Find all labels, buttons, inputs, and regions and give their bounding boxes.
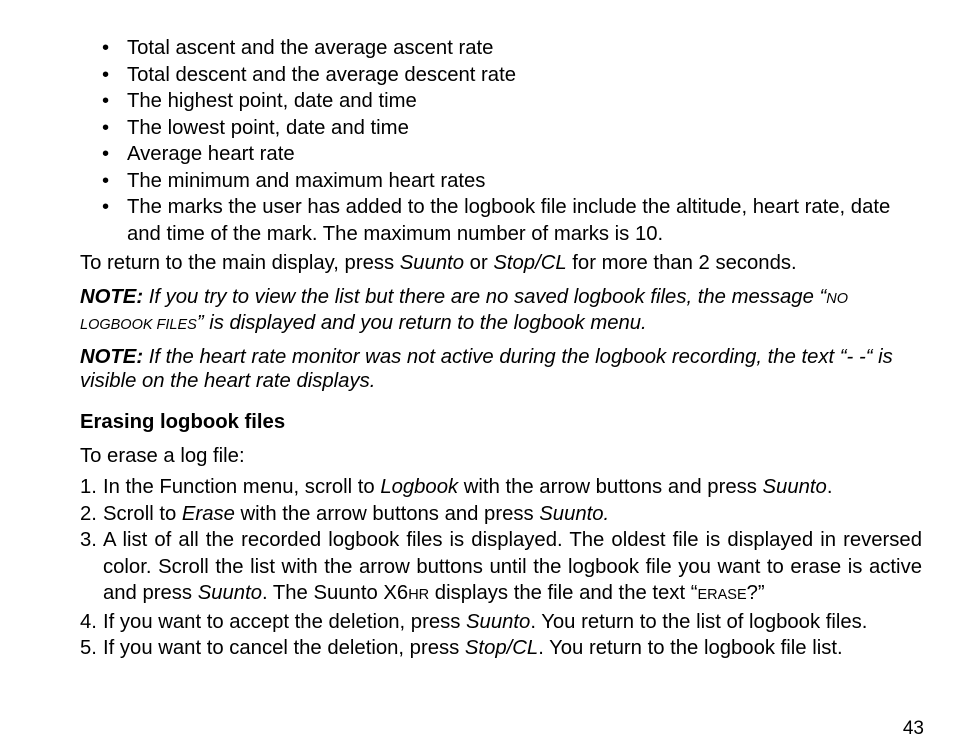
step-item: 3. A list of all the recorded logbook files is displayed. The oldest file is displayed in reversed color. Scroll the list with the arrow buttons until the logbook file you want to erase is active and press Suunto. The Suunto X6HR displays the file and the text “ERASE?” [80, 529, 922, 604]
list-item-text: Total descent and the average descent rate [127, 63, 516, 86]
list-item [80, 88, 922, 115]
step-number: 3. [80, 529, 97, 551]
step-number: 5. [80, 637, 97, 659]
bullet-icon: • [102, 116, 110, 139]
return-instruction: To return to the main display, press Suunto or Stop/CL for more than 2 seconds. [80, 252, 797, 274]
list-item [80, 168, 922, 195]
note-label: NOTE: [80, 285, 144, 308]
list-item-text: Total ascent and the average ascent rate [127, 37, 494, 59]
list-item [80, 35, 922, 62]
erase-intro: To erase a log file: [80, 444, 245, 467]
bullet-icon: • [102, 169, 110, 192]
list-item [80, 141, 922, 168]
bullet-icon: • [102, 37, 110, 59]
logbook-info-list [80, 35, 922, 247]
suunto-button-ref: Suunto [399, 252, 465, 274]
note-label: NOTE: [80, 345, 144, 368]
list-item [80, 62, 922, 89]
display-message: NO LOGBOOK FILES [80, 290, 848, 333]
section-heading: Erasing logbook files [80, 410, 286, 433]
list-item-text: The lowest point, date and time [127, 116, 409, 139]
page-number: 43 [902, 718, 924, 739]
display-message: ERASE [697, 587, 747, 603]
stop-cl-button-ref: Stop/CL [493, 252, 567, 274]
bullet-icon: • [102, 196, 110, 218]
manual-page [80, 35, 922, 662]
bullet-icon: • [102, 63, 110, 86]
list-item-text: Average heart rate [127, 143, 295, 165]
step-number: 1. [80, 476, 97, 498]
note-heart-rate: NOTE: If the heart rate monitor was not active during the logbook recording, the text “- -“ is visible on the heart rate displays. [80, 345, 893, 392]
list-item-text: The marks the user has added to the logbook file include the altitude, heart rate, date and time of the mark. The maximum number of marks is 10. [127, 196, 891, 245]
note-no-files: NOTE: If you try to view the list but there are no saved logbook files, the message “NO LOGBOOK FILES” is displayed and you return to the logbook menu. [80, 285, 848, 334]
list-item-text: The highest point, date and time [127, 90, 417, 112]
erase-steps-list [80, 474, 922, 662]
bullet-icon: • [102, 90, 110, 112]
list-item-text: The minimum and maximum heart rates [127, 169, 486, 192]
step-item: 1. In the Function menu, scroll to Logbook with the arrow buttons and press Suunto. [80, 474, 922, 501]
step-item: 2. Scroll to Erase with the arrow buttons and press Suunto. [80, 501, 922, 528]
list-item [80, 115, 922, 142]
step-item: 5. If you want to cancel the deletion, press Stop/CL. You return to the logbook file list. [80, 635, 922, 662]
step-number: 4. [80, 610, 97, 633]
list-item [80, 194, 922, 247]
step-number: 2. [80, 502, 97, 525]
step-item: 4. If you want to accept the deletion, press Suunto. You return to the list of logbook files. [80, 609, 922, 636]
bullet-icon: • [102, 143, 110, 165]
